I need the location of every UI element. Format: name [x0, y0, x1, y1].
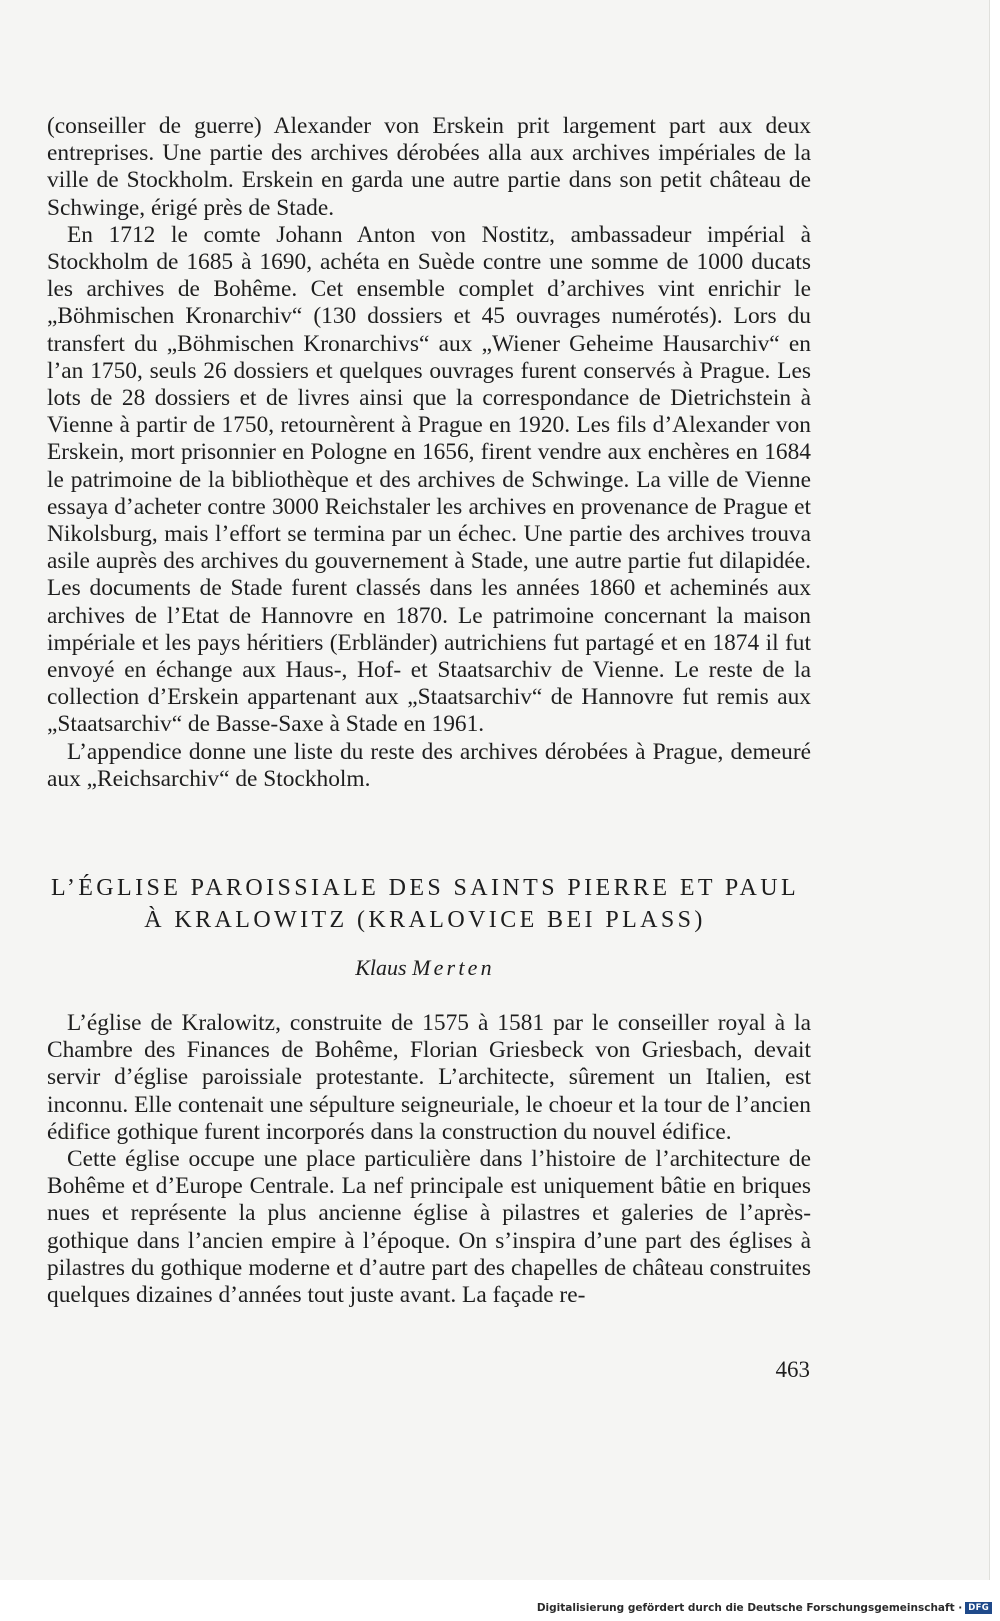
article-title-line-2: À KRALOWITZ (KRALOVICE BEI PLASS)	[144, 907, 706, 933]
author-last-name: Merten	[412, 955, 495, 980]
page-number: 463	[775, 1357, 810, 1382]
paragraph: En 1712 le comte Johann Anton von Nostitz, ambassadeur impérial à Stockholm de 1685 à 1690, achéta en Suède contre une somme de 1000 ducats les archives de Bohême. Cet ensemble complet d’archives vint enrichir le „Böhmischen Kronarchiv“ (130 dossiers et 45 ouvrages numérotés). Lors du transfert du „Böhmischen Kronarchivs“ aux „Wiener Geheime Hausarchiv“ en l’an 1750, seuls 26 dossiers et quelques ouvrages furent conservés à Prague. Les lots de 28 dossiers et de livres ainsi que la correspondance de Dietrichstein à Vienne à partir de 1750, retournèrent à Prague en 1920. Les fils d’Alexander von Erskein, mort prisonnier en Pologne en 1656, firent vendre aux enchères en 1684 le patrimoine de la bibliothèque et des archives de Schwinge. La ville de Vienne essaya d’acheter contre 3000 Reichstaler les archives en provenance de Prague et Nikolsburg, mais l’effort se termina par un échec. Une partie des archives trouva asile auprès des archives du gouvernement à Stade, une autre partie fut dilapidée. Les documents de Stade furent classés dans les années 1860 et acheminés aux archives de l’Etat de Hannovre en 1870. Le patrimoine concernant la maison impériale et les pays héritiers (Erbländer) autrichiens fut partagé et en 1874 il fut envoyé en échange aux Haus-, Hof- et Staatsarchiv de Vienne. Le reste de la collection d’Erskein appartenant aux „Staatsarchiv“ de Hannovre fut remis aux „Staatsarchiv“ de Basse-Saxe à Stade en 1961.	[47, 221, 811, 738]
paragraph: L’appendice donne une liste du reste des archives dérobées à Prague, demeuré aux „Reichsarchiv“ de Stockholm.	[47, 738, 811, 792]
footer-credit: Digitalisierung gefördert durch die Deutsche Forschungsgemeinschaft ·	[536, 1602, 963, 1614]
paragraph: Cette église occupe une place particulière dans l’histoire de l’architecture de Bohême et d’Europe Centrale. La nef principale est uniquement bâtie en briques nues et représente la plus ancienne église à pilastres et galeries de l’après-gothique dans l’ancien empire à l’époque. On s’inspira d’une part des églises à pilastres du gothique moderne et d’autre part des chapelles de château construites quelques dizaines d’années tout juste avant. La façade re-	[47, 1146, 811, 1309]
paragraph: L’église de Kralowitz, construite de 1575 à 1581 par le conseiller royal à la Chambre des Finances de Bohême, Florian Griesbeck von Griesbach, devait servir d’église paroissiale protestante. L’architecte, sûrement un Italien, est inconnu. Elle contenait une sépulture seigneuriale, le choeur et la tour de l’ancien édifice gothique furent incorporés dans la construction du nouvel édifice.	[47, 1010, 811, 1145]
digitization-footer	[537, 1602, 992, 1614]
body-text-top	[47, 113, 811, 793]
article-title-line-1: L’ÉGLISE PAROISSIALE DES SAINTS PIERRE ET PAUL	[50, 875, 800, 901]
dfg-logo-icon: DFG	[965, 1602, 992, 1614]
author-first-name: Klaus	[355, 955, 407, 980]
author-name	[20, 954, 830, 982]
body-text-bottom	[47, 1010, 811, 1309]
paragraph: (conseiller de guerre) Alexander von Erskein prit largement part aux deux entreprises. Une partie des archives dérobées alla aux archives impériales de la ville de Stockholm. Erskein en garda une autre partie dans son petit château de Schwinge, érigé près de Stade.	[47, 113, 811, 221]
